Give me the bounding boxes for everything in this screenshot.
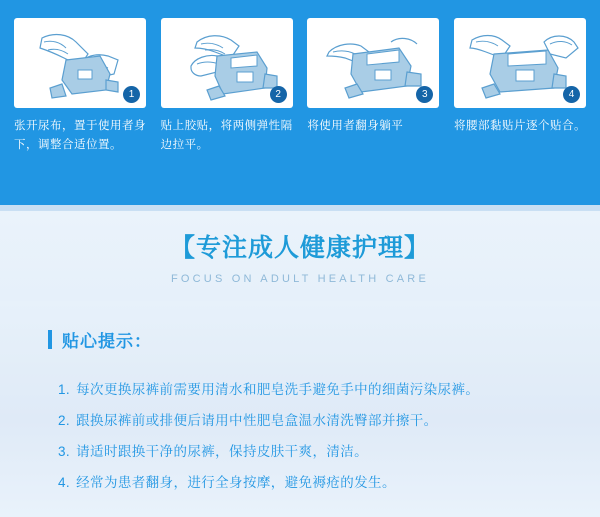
step-item-2: [161, 18, 293, 205]
tip-number: 4.: [58, 475, 71, 490]
list-item: [58, 467, 600, 498]
tip-text: 经常为患者翻身，进行全身按摩，避免褥疮的发生。: [76, 475, 396, 490]
tip-number: 2.: [58, 413, 71, 428]
step-caption-2: 贴上胶贴，将两侧弹性隔边拉平。: [160, 120, 293, 151]
tips-title-text: 贴心提示：: [62, 332, 152, 351]
list-item: [58, 374, 600, 405]
instruction-steps-band: [0, 0, 600, 205]
tips-title: [48, 327, 600, 352]
tips-list: [58, 374, 600, 498]
step-item-1: [14, 18, 146, 205]
tips-title-accent-bar: [48, 330, 52, 349]
step-illustration-3: [307, 18, 439, 108]
step-caption-4: 将腰部黏贴片逐个贴合。: [453, 120, 586, 132]
tips-block: [0, 301, 600, 517]
focus-headline-cn: 【专注成人健康护理】: [169, 233, 430, 262]
tip-text: 跟换尿裤前或排便后请用中性肥皂盒温水清洗臀部并擦干。: [76, 413, 438, 428]
step-caption-3: 将使用者翻身躺平: [307, 120, 404, 132]
tip-number: 3.: [58, 444, 71, 459]
step-badge-2: 2: [270, 86, 287, 103]
step-badge-3: 3: [416, 86, 433, 103]
step-illustration-4: [454, 18, 586, 108]
tip-text: 每次更换尿裤前需要用清水和肥皂洗手避免手中的细菌污染尿裤。: [76, 382, 480, 397]
tip-number: 1.: [58, 382, 71, 397]
step-badge-4: 4: [563, 86, 580, 103]
step-caption-1: 张开尿布，置于使用者身下，调整合适位置。: [14, 120, 146, 151]
step-illustration-1: [14, 18, 146, 108]
focus-headline-en: FOCUS ON ADULT HEALTH CARE: [170, 272, 429, 285]
focus-headline-block: [0, 211, 600, 301]
step-item-4: [454, 18, 586, 205]
list-item: [58, 405, 600, 436]
tip-text: 请适时跟换干净的尿裤，保持皮肤干爽，清洁。: [76, 444, 369, 459]
step-item-3: [307, 18, 439, 205]
list-item: [58, 436, 600, 467]
step-badge-1: 1: [123, 86, 140, 103]
step-illustration-2: [161, 18, 293, 108]
